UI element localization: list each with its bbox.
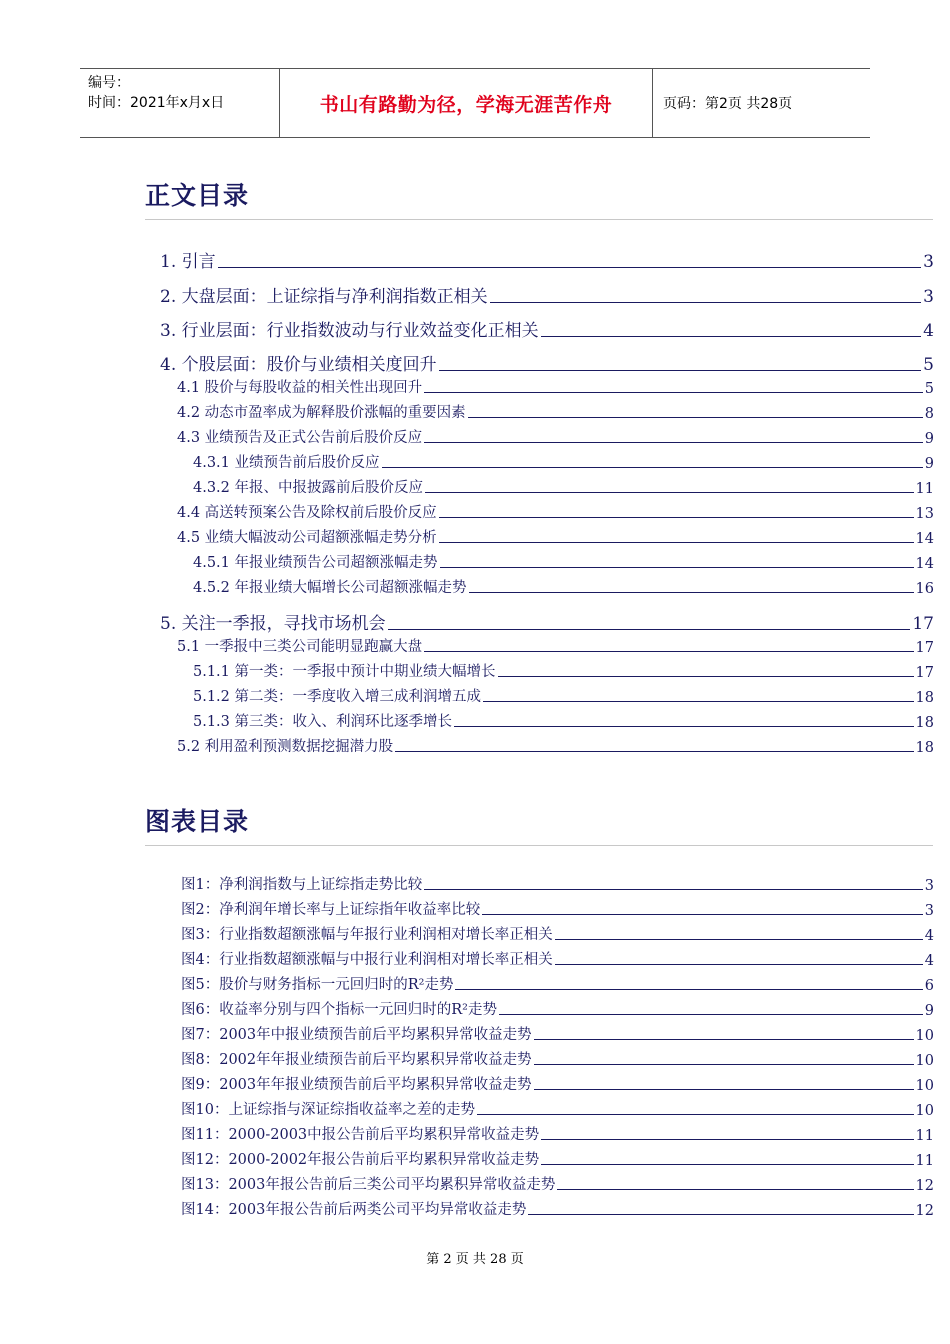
toc-entry-label: 5.1.3 第三类：收入、利润环比逐季增长 (193, 714, 453, 730)
toc-entry[interactable] (177, 502, 934, 522)
toc-entry-page: 8 (924, 406, 934, 422)
toc-entry-page: 9 (924, 456, 934, 472)
toc-entry[interactable] (160, 283, 934, 307)
toc-leader (424, 392, 923, 393)
figure-entry-label: 图4：行业指数超额涨幅与中报行业利润相对增长率正相关 (181, 952, 553, 968)
toc-leader (382, 467, 923, 468)
figure-entry-label: 图2：净利润年增长率与上证综指年收益率比较 (181, 902, 481, 918)
toc-entry-label: 4. 个股层面：股价与业绩相关度回升 (160, 355, 437, 375)
toc-entry[interactable] (177, 527, 934, 547)
toc-leader (388, 629, 911, 630)
figure-leader (424, 889, 923, 890)
figure-entry-page: 12 (915, 1178, 934, 1194)
page-header (80, 68, 870, 138)
figure-leader (557, 1189, 913, 1190)
toc-entry-page: 14 (915, 556, 934, 572)
toc-entry-label: 5. 关注一季报，寻找市场机会 (160, 614, 386, 634)
toc-entry-label: 5.2 利用盈利预测数据挖掘潜力股 (177, 739, 394, 755)
figure-leader (455, 989, 922, 990)
toc-entry-label: 5.1 一季报中三类公司能明显跑赢大盘 (177, 639, 423, 655)
figure-leader (528, 1214, 913, 1215)
figure-entry-page: 10 (915, 1053, 934, 1069)
figure-entry-label: 图1：净利润指数与上证综指走势比较 (181, 877, 423, 893)
toc-entry[interactable] (160, 317, 934, 341)
figure-leader (477, 1114, 914, 1115)
figure-entry-label: 图7：2003年中报业绩预告前后平均累积异常收益走势 (181, 1027, 532, 1043)
toc-leader (424, 442, 923, 443)
toc-entry-page: 14 (915, 531, 934, 547)
toc-entry-page: 11 (915, 481, 934, 497)
toc-entry-label: 2. 大盘层面：上证综指与净利润指数正相关 (160, 287, 488, 307)
toc-entry-page: 17 (912, 614, 934, 634)
toc-title: 正文目录 (145, 181, 250, 210)
toc-entry[interactable] (177, 636, 934, 656)
figure-entry-label: 图8：2002年年报业绩预告前后平均累积异常收益走势 (181, 1052, 532, 1068)
figure-entry[interactable] (181, 874, 934, 894)
figure-entry[interactable] (181, 1124, 934, 1144)
figure-entry[interactable] (181, 924, 934, 944)
figure-leader (534, 1089, 914, 1090)
time-label: 时间：2021年x月x日 (88, 95, 225, 111)
toc-leader (425, 492, 914, 493)
figure-entry[interactable] (181, 1049, 934, 1069)
figure-leader (482, 914, 923, 915)
figure-entry-page: 11 (915, 1153, 934, 1169)
toc-entry-page: 9 (924, 431, 934, 447)
toc-entry-label: 4.3 业绩预告及正式公告前后股价反应 (177, 430, 423, 446)
figure-entry-label: 图13：2003年报公告前后三类公司平均累积异常收益走势 (181, 1177, 556, 1193)
figure-entry-page: 4 (924, 928, 934, 944)
figure-entry-label: 图5：股价与财务指标一元回归时的R²走势 (181, 977, 454, 993)
toc-leader (483, 701, 914, 702)
figure-entry-label: 图3：行业指数超额涨幅与年报行业利润相对增长率正相关 (181, 927, 553, 943)
header-motto: 书山有路勤为径，学海无涯苦作舟 (280, 69, 653, 137)
toc-entry[interactable] (193, 577, 934, 597)
toc-entry[interactable] (193, 477, 934, 497)
figure-entry[interactable] (181, 1074, 934, 1094)
toc-leader (439, 517, 914, 518)
figure-entry-label: 图6：收益率分别与四个指标一元回归时的R²走势 (181, 1002, 497, 1018)
toc-leader (218, 267, 922, 268)
toc-entry-label: 5.1.1 第一类：一季报中预计中期业绩大幅增长 (193, 664, 496, 680)
toc-entry[interactable] (193, 686, 934, 706)
toc-entry-page: 3 (923, 287, 934, 307)
figure-entry-page: 4 (924, 953, 934, 969)
toc-entry[interactable] (177, 736, 934, 756)
figures-title-rule (145, 845, 933, 846)
toc-entry-label: 4.5.1 年报业绩预告公司超额涨幅走势 (193, 555, 438, 571)
toc-entry-label: 3. 行业层面：行业指数波动与行业效益变化正相关 (160, 321, 539, 341)
toc-entry-label: 4.2 动态市盈率成为解释股价涨幅的重要因素 (177, 405, 466, 421)
toc-entry-label: 1. 引言 (160, 252, 216, 272)
toc-entry-page: 5 (923, 355, 934, 375)
toc-entry[interactable] (177, 377, 934, 397)
toc-leader (395, 751, 913, 752)
figure-entry-page: 12 (915, 1203, 934, 1219)
toc-entry-label: 4.3.2 年报、中报披露前后股价反应 (193, 480, 424, 496)
toc-leader (468, 417, 923, 418)
toc-entry-page: 5 (924, 381, 934, 397)
toc-entry-page: 17 (915, 640, 934, 656)
toc-entry[interactable] (177, 402, 934, 422)
figure-leader (555, 939, 923, 940)
toc-entry-label: 4.3.1 业绩预告前后股价反应 (193, 455, 380, 471)
toc-entry-label: 4.1 股价与每股收益的相关性出现回升 (177, 380, 423, 396)
toc-entry[interactable] (177, 427, 934, 447)
toc-entry-page: 16 (915, 581, 934, 597)
toc-entry-label: 4.4 高送转预案公告及除权前后股价反应 (177, 505, 437, 521)
toc-leader (439, 370, 922, 371)
code-label: 编号： (88, 75, 130, 91)
figure-entry[interactable] (181, 899, 934, 919)
figure-entry[interactable] (181, 999, 934, 1019)
page-footer: 第 2 页 共 28 页 (426, 1252, 524, 1267)
toc-leader (439, 542, 914, 543)
toc-entry[interactable] (193, 552, 934, 572)
figure-entry-page: 10 (915, 1078, 934, 1094)
figure-entry-page: 6 (924, 978, 934, 994)
toc-entry-label: 4.5.2 年报业绩大幅增长公司超额涨幅走势 (193, 580, 467, 596)
toc-leader (440, 567, 914, 568)
figure-entry-page: 9 (924, 1003, 934, 1019)
figure-leader (534, 1039, 914, 1040)
toc-entry-page: 4 (923, 321, 934, 341)
toc-leader (469, 592, 914, 593)
figure-entry-page: 3 (924, 878, 934, 894)
toc-title-rule (145, 219, 933, 220)
figure-entry-page: 11 (915, 1128, 934, 1144)
toc-entry-page: 3 (923, 252, 934, 272)
figure-entry[interactable] (181, 949, 934, 969)
header-page-info: 页码：第2页 共28页 (663, 96, 793, 112)
toc-entry-page: 13 (915, 506, 934, 522)
figure-entry[interactable] (181, 1174, 934, 1194)
figure-leader (534, 1064, 914, 1065)
toc-entry-page: 18 (915, 690, 934, 706)
figure-leader (541, 1139, 913, 1140)
toc-leader (454, 726, 914, 727)
figure-entry-label: 图10：上证综指与深证综指收益率之差的走势 (181, 1102, 475, 1118)
toc-entry-page: 18 (915, 740, 934, 756)
figure-entry[interactable] (181, 974, 934, 994)
toc-entry-label: 5.1.2 第二类：一季度收入增三成利润增五成 (193, 689, 482, 705)
figure-leader (541, 1164, 913, 1165)
figure-leader (499, 1014, 923, 1015)
figure-entry-page: 10 (915, 1103, 934, 1119)
figure-entry-label: 图9：2003年年报业绩预告前后平均累积异常收益走势 (181, 1077, 532, 1093)
toc-entry-page: 18 (915, 715, 934, 731)
figure-entry[interactable] (181, 1099, 934, 1119)
toc-entry[interactable] (193, 452, 934, 472)
toc-leader (498, 676, 914, 677)
figure-entry[interactable] (181, 1199, 934, 1219)
toc-leader (424, 651, 913, 652)
figure-entry-page: 3 (924, 903, 934, 919)
figure-entry[interactable] (181, 1024, 934, 1044)
toc-leader (541, 336, 922, 337)
toc-entry[interactable] (193, 661, 934, 681)
figure-entry-page: 10 (915, 1028, 934, 1044)
figure-leader (555, 964, 923, 965)
figure-entry-label: 图11：2000-2003中报公告前后平均累积异常收益走势 (181, 1127, 540, 1143)
figure-entry-label: 图14：2003年报公告前后两类公司平均异常收益走势 (181, 1202, 527, 1218)
figures-title: 图表目录 (145, 807, 250, 836)
toc-entry-page: 17 (915, 665, 934, 681)
toc-entry[interactable] (160, 610, 934, 634)
toc-entry[interactable] (160, 351, 934, 375)
toc-entry-label: 4.5 业绩大幅波动公司超额涨幅走势分析 (177, 530, 437, 546)
toc-entry[interactable] (160, 248, 934, 272)
toc-entry[interactable] (193, 711, 934, 731)
figure-entry[interactable] (181, 1149, 934, 1169)
header-meta (80, 69, 280, 137)
toc-leader (490, 302, 922, 303)
figure-entry-label: 图12：2000-2002年报公告前后平均累积异常收益走势 (181, 1152, 540, 1168)
